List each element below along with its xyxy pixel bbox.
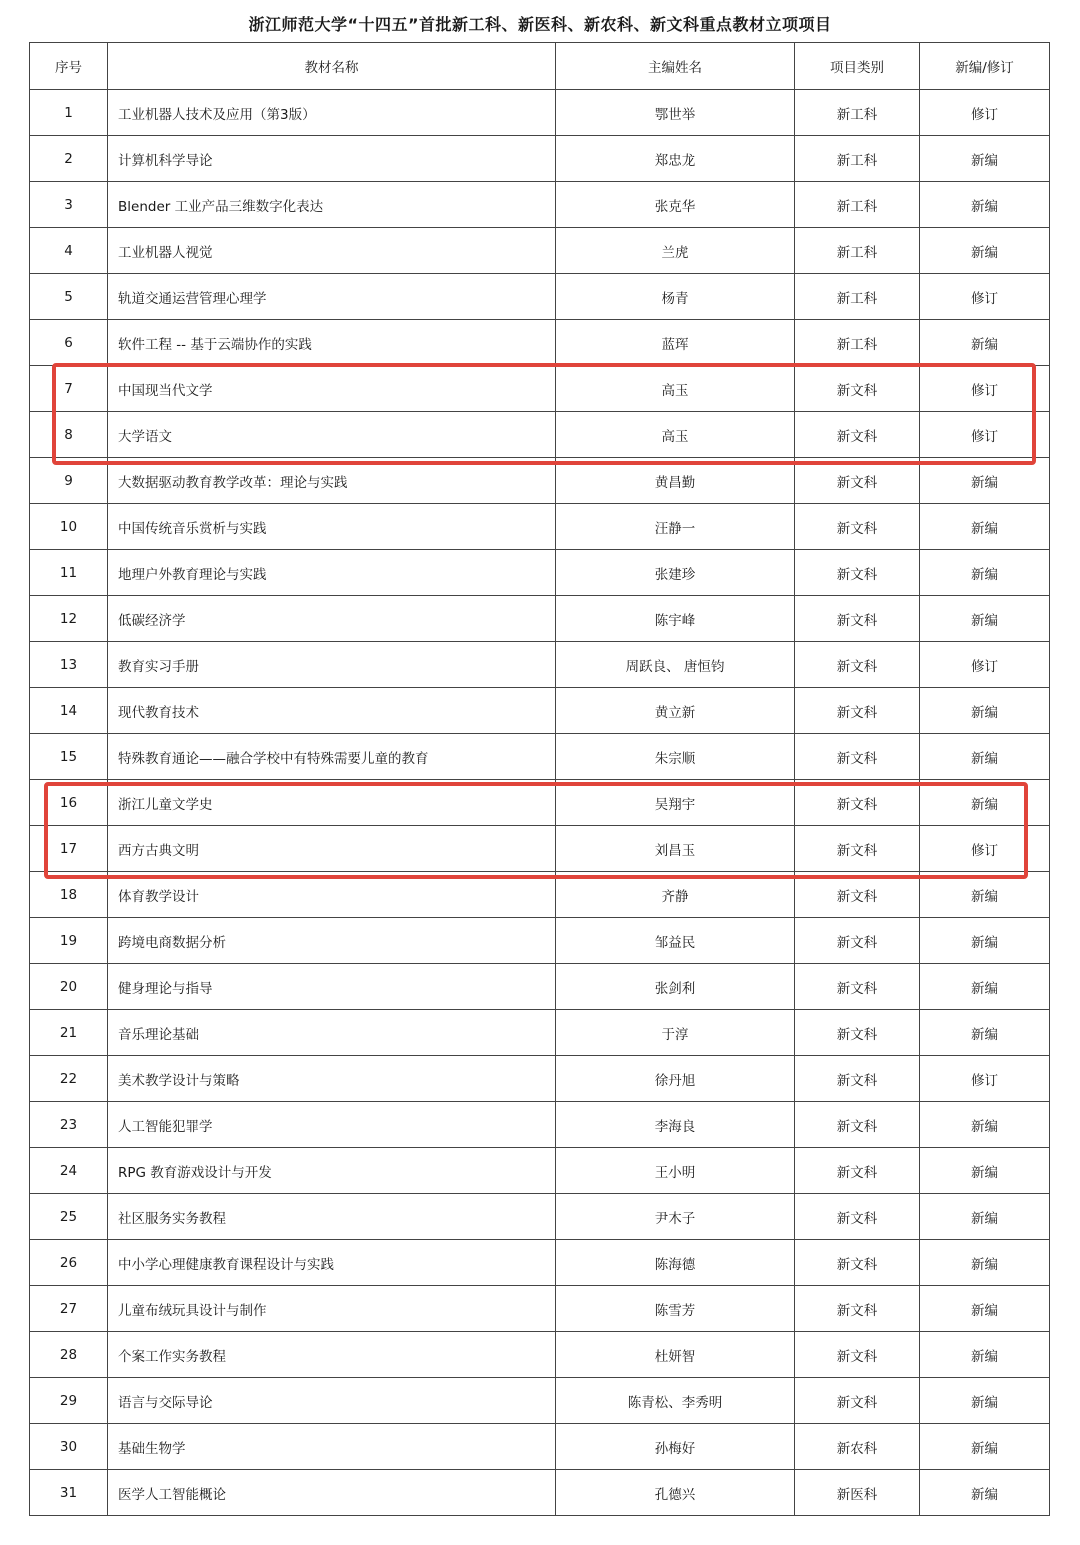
cell-new-or-revised: 修订 xyxy=(920,274,1050,320)
table-row xyxy=(30,366,1050,412)
cell-textbook-name: 基础生物学 xyxy=(108,1424,556,1470)
table-row xyxy=(30,826,1050,872)
cell-editor-name: 尹木子 xyxy=(556,1194,795,1240)
cell-new-or-revised: 修订 xyxy=(920,366,1050,412)
table-row xyxy=(30,1240,1050,1286)
cell-textbook-name: 医学人工智能概论 xyxy=(108,1470,556,1516)
cell-textbook-name: 地理户外教育理论与实践 xyxy=(108,550,556,596)
cell-category: 新工科 xyxy=(795,182,920,228)
table-row xyxy=(30,964,1050,1010)
cell-new-or-revised: 新编 xyxy=(920,1424,1050,1470)
table-row xyxy=(30,642,1050,688)
table-row xyxy=(30,320,1050,366)
cell-new-or-revised: 新编 xyxy=(920,1240,1050,1286)
cell-category: 新文科 xyxy=(795,412,920,458)
cell-editor-name: 高玉 xyxy=(556,366,795,412)
cell-new-or-revised: 新编 xyxy=(920,504,1050,550)
cell-new-or-revised: 新编 xyxy=(920,1470,1050,1516)
cell-category: 新医科 xyxy=(795,1470,920,1516)
cell-editor-name: 汪静一 xyxy=(556,504,795,550)
table-row xyxy=(30,596,1050,642)
cell-textbook-name: 人工智能犯罪学 xyxy=(108,1102,556,1148)
table-row xyxy=(30,1010,1050,1056)
cell-textbook-name: 特殊教育通论——融合学校中有特殊需要儿童的教育 xyxy=(108,734,556,780)
cell-new-or-revised: 新编 xyxy=(920,458,1050,504)
cell-index: 1 xyxy=(30,90,108,136)
cell-editor-name: 高玉 xyxy=(556,412,795,458)
cell-index: 22 xyxy=(30,1056,108,1102)
cell-index: 13 xyxy=(30,642,108,688)
cell-category: 新文科 xyxy=(795,1148,920,1194)
cell-new-or-revised: 新编 xyxy=(920,1102,1050,1148)
cell-category: 新文科 xyxy=(795,458,920,504)
cell-index: 17 xyxy=(30,826,108,872)
cell-new-or-revised: 新编 xyxy=(920,1332,1050,1378)
table-row xyxy=(30,1286,1050,1332)
cell-textbook-name: 儿童布绒玩具设计与制作 xyxy=(108,1286,556,1332)
cell-new-or-revised: 新编 xyxy=(920,182,1050,228)
table-row xyxy=(30,136,1050,182)
cell-textbook-name: 西方古典文明 xyxy=(108,826,556,872)
cell-editor-name: 黄立新 xyxy=(556,688,795,734)
cell-new-or-revised: 新编 xyxy=(920,918,1050,964)
cell-textbook-name: 跨境电商数据分析 xyxy=(108,918,556,964)
cell-index: 3 xyxy=(30,182,108,228)
cell-editor-name: 兰虎 xyxy=(556,228,795,274)
cell-editor-name: 陈宇峰 xyxy=(556,596,795,642)
cell-index: 31 xyxy=(30,1470,108,1516)
header-editor-name: 主编姓名 xyxy=(556,43,795,90)
cell-textbook-name: 个案工作实务教程 xyxy=(108,1332,556,1378)
cell-textbook-name: 计算机科学导论 xyxy=(108,136,556,182)
cell-category: 新文科 xyxy=(795,872,920,918)
cell-index: 30 xyxy=(30,1424,108,1470)
cell-category: 新工科 xyxy=(795,228,920,274)
cell-new-or-revised: 修订 xyxy=(920,642,1050,688)
cell-new-or-revised: 新编 xyxy=(920,734,1050,780)
cell-editor-name: 孔德兴 xyxy=(556,1470,795,1516)
cell-category: 新文科 xyxy=(795,1332,920,1378)
cell-index: 16 xyxy=(30,780,108,826)
cell-category: 新文科 xyxy=(795,1240,920,1286)
table-row xyxy=(30,1102,1050,1148)
cell-new-or-revised: 新编 xyxy=(920,964,1050,1010)
cell-category: 新文科 xyxy=(795,550,920,596)
table-row xyxy=(30,780,1050,826)
cell-category: 新文科 xyxy=(795,918,920,964)
table-row xyxy=(30,1056,1050,1102)
cell-editor-name: 陈雪芳 xyxy=(556,1286,795,1332)
cell-index: 11 xyxy=(30,550,108,596)
cell-new-or-revised: 新编 xyxy=(920,688,1050,734)
cell-new-or-revised: 新编 xyxy=(920,780,1050,826)
cell-category: 新文科 xyxy=(795,1286,920,1332)
cell-index: 2 xyxy=(30,136,108,182)
cell-textbook-name: 中国现当代文学 xyxy=(108,366,556,412)
cell-index: 23 xyxy=(30,1102,108,1148)
cell-category: 新工科 xyxy=(795,90,920,136)
cell-editor-name: 于淳 xyxy=(556,1010,795,1056)
cell-editor-name: 陈青松、李秀明 xyxy=(556,1378,795,1424)
table-row xyxy=(30,1378,1050,1424)
cell-editor-name: 蓝珲 xyxy=(556,320,795,366)
cell-index: 21 xyxy=(30,1010,108,1056)
table-row xyxy=(30,1332,1050,1378)
cell-category: 新文科 xyxy=(795,780,920,826)
cell-textbook-name: 语言与交际导论 xyxy=(108,1378,556,1424)
table-row xyxy=(30,918,1050,964)
cell-textbook-name: 工业机器人技术及应用（第3版） xyxy=(108,90,556,136)
cell-textbook-name: Blender 工业产品三维数字化表达 xyxy=(108,182,556,228)
cell-index: 29 xyxy=(30,1378,108,1424)
cell-new-or-revised: 新编 xyxy=(920,1378,1050,1424)
cell-category: 新文科 xyxy=(795,964,920,1010)
cell-index: 18 xyxy=(30,872,108,918)
cell-index: 12 xyxy=(30,596,108,642)
cell-index: 14 xyxy=(30,688,108,734)
table-row xyxy=(30,1148,1050,1194)
table-row xyxy=(30,228,1050,274)
table-row xyxy=(30,1470,1050,1516)
cell-new-or-revised: 新编 xyxy=(920,1010,1050,1056)
table-row xyxy=(30,458,1050,504)
cell-editor-name: 李海良 xyxy=(556,1102,795,1148)
cell-category: 新文科 xyxy=(795,642,920,688)
cell-textbook-name: 音乐理论基础 xyxy=(108,1010,556,1056)
table-row xyxy=(30,182,1050,228)
cell-index: 26 xyxy=(30,1240,108,1286)
cell-textbook-name: 健身理论与指导 xyxy=(108,964,556,1010)
table-row xyxy=(30,1424,1050,1470)
cell-index: 24 xyxy=(30,1148,108,1194)
cell-new-or-revised: 修订 xyxy=(920,412,1050,458)
cell-category: 新文科 xyxy=(795,1056,920,1102)
header-textbook-name: 教材名称 xyxy=(108,43,556,90)
cell-index: 9 xyxy=(30,458,108,504)
cell-new-or-revised: 新编 xyxy=(920,1286,1050,1332)
cell-editor-name: 鄂世举 xyxy=(556,90,795,136)
cell-category: 新文科 xyxy=(795,734,920,780)
table-row xyxy=(30,504,1050,550)
cell-category: 新工科 xyxy=(795,136,920,182)
header-index: 序号 xyxy=(30,43,108,90)
header-new-or-revised: 新编/修订 xyxy=(920,43,1050,90)
cell-category: 新文科 xyxy=(795,1010,920,1056)
cell-category: 新文科 xyxy=(795,504,920,550)
cell-textbook-name: 现代教育技术 xyxy=(108,688,556,734)
textbook-table xyxy=(29,42,1050,1516)
cell-textbook-name: 美术教学设计与策略 xyxy=(108,1056,556,1102)
cell-new-or-revised: 新编 xyxy=(920,320,1050,366)
cell-editor-name: 陈海德 xyxy=(556,1240,795,1286)
table-row xyxy=(30,550,1050,596)
table-header-row xyxy=(30,43,1050,90)
cell-editor-name: 杨青 xyxy=(556,274,795,320)
cell-index: 4 xyxy=(30,228,108,274)
cell-editor-name: 邹益民 xyxy=(556,918,795,964)
cell-new-or-revised: 新编 xyxy=(920,872,1050,918)
cell-textbook-name: 社区服务实务教程 xyxy=(108,1194,556,1240)
cell-textbook-name: 轨道交通运营管理心理学 xyxy=(108,274,556,320)
cell-category: 新文科 xyxy=(795,1194,920,1240)
cell-index: 10 xyxy=(30,504,108,550)
cell-index: 28 xyxy=(30,1332,108,1378)
cell-editor-name: 张克华 xyxy=(556,182,795,228)
cell-textbook-name: 工业机器人视觉 xyxy=(108,228,556,274)
cell-editor-name: 张剑利 xyxy=(556,964,795,1010)
cell-editor-name: 王小明 xyxy=(556,1148,795,1194)
cell-textbook-name: RPG 教育游戏设计与开发 xyxy=(108,1148,556,1194)
cell-new-or-revised: 修订 xyxy=(920,1056,1050,1102)
table-body xyxy=(30,90,1050,1516)
table-row xyxy=(30,274,1050,320)
cell-index: 15 xyxy=(30,734,108,780)
cell-index: 6 xyxy=(30,320,108,366)
cell-category: 新文科 xyxy=(795,688,920,734)
cell-new-or-revised: 新编 xyxy=(920,1194,1050,1240)
cell-new-or-revised: 新编 xyxy=(920,1148,1050,1194)
cell-textbook-name: 中国传统音乐赏析与实践 xyxy=(108,504,556,550)
cell-category: 新文科 xyxy=(795,1378,920,1424)
cell-editor-name: 齐静 xyxy=(556,872,795,918)
cell-editor-name: 张建珍 xyxy=(556,550,795,596)
cell-category: 新文科 xyxy=(795,596,920,642)
table-row xyxy=(30,412,1050,458)
cell-category: 新工科 xyxy=(795,320,920,366)
cell-index: 20 xyxy=(30,964,108,1010)
cell-index: 19 xyxy=(30,918,108,964)
cell-textbook-name: 教育实习手册 xyxy=(108,642,556,688)
cell-editor-name: 杜妍智 xyxy=(556,1332,795,1378)
cell-editor-name: 孙梅好 xyxy=(556,1424,795,1470)
cell-editor-name: 吴翔宇 xyxy=(556,780,795,826)
cell-category: 新农科 xyxy=(795,1424,920,1470)
cell-new-or-revised: 新编 xyxy=(920,596,1050,642)
cell-editor-name: 徐丹旭 xyxy=(556,1056,795,1102)
table-row xyxy=(30,688,1050,734)
cell-new-or-revised: 修订 xyxy=(920,826,1050,872)
cell-index: 25 xyxy=(30,1194,108,1240)
cell-index: 8 xyxy=(30,412,108,458)
cell-index: 5 xyxy=(30,274,108,320)
cell-textbook-name: 浙江儿童文学史 xyxy=(108,780,556,826)
table-row xyxy=(30,1194,1050,1240)
table-row xyxy=(30,734,1050,780)
cell-textbook-name: 大数据驱动教育教学改革：理论与实践 xyxy=(108,458,556,504)
cell-editor-name: 黄昌勤 xyxy=(556,458,795,504)
document-title: 浙江师范大学“十四五”首批新工科、新医科、新农科、新文科重点教材立项项目 xyxy=(248,15,832,34)
header-category: 项目类别 xyxy=(795,43,920,90)
cell-editor-name: 朱宗顺 xyxy=(556,734,795,780)
cell-category: 新文科 xyxy=(795,826,920,872)
cell-textbook-name: 软件工程 -- 基于云端协作的实践 xyxy=(108,320,556,366)
table-row xyxy=(30,90,1050,136)
cell-new-or-revised: 新编 xyxy=(920,136,1050,182)
cell-index: 7 xyxy=(30,366,108,412)
cell-textbook-name: 低碳经济学 xyxy=(108,596,556,642)
cell-editor-name: 郑忠龙 xyxy=(556,136,795,182)
cell-index: 27 xyxy=(30,1286,108,1332)
cell-new-or-revised: 新编 xyxy=(920,550,1050,596)
cell-new-or-revised: 新编 xyxy=(920,228,1050,274)
cell-new-or-revised: 修订 xyxy=(920,90,1050,136)
cell-category: 新文科 xyxy=(795,1102,920,1148)
cell-editor-name: 周跃良、 唐恒钧 xyxy=(556,642,795,688)
cell-category: 新文科 xyxy=(795,366,920,412)
cell-textbook-name: 体育教学设计 xyxy=(108,872,556,918)
cell-textbook-name: 大学语文 xyxy=(108,412,556,458)
cell-textbook-name: 中小学心理健康教育课程设计与实践 xyxy=(108,1240,556,1286)
table-row xyxy=(30,872,1050,918)
cell-category: 新工科 xyxy=(795,274,920,320)
cell-editor-name: 刘昌玉 xyxy=(556,826,795,872)
